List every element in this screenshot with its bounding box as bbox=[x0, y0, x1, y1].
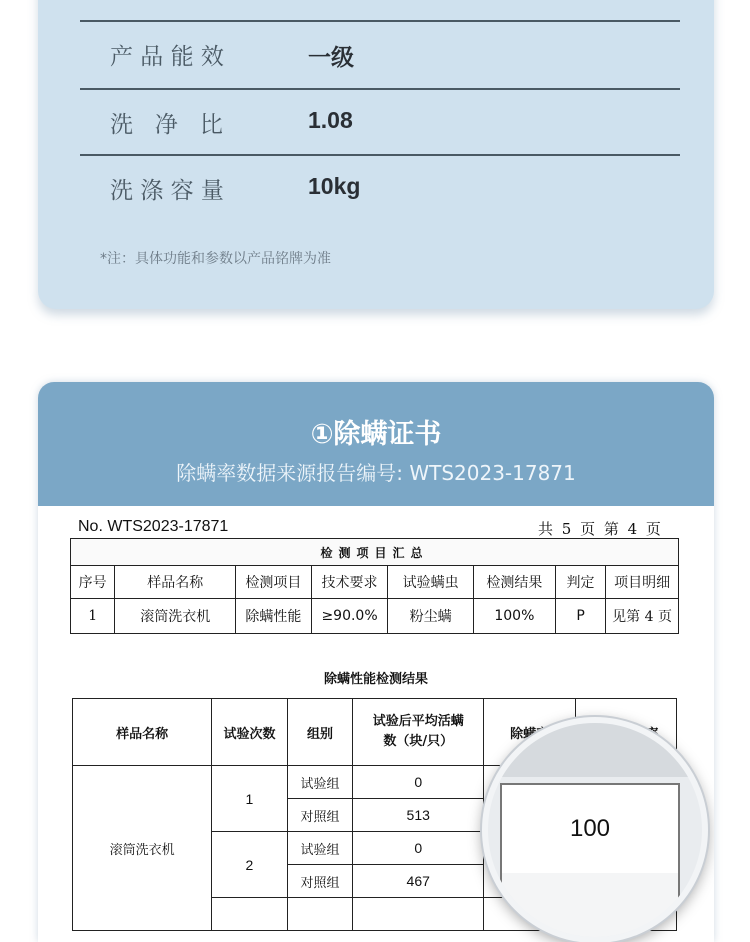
column-header: 序号 bbox=[71, 566, 115, 599]
table-cell: 滚筒洗衣机 bbox=[115, 599, 236, 634]
column-header: 样品名称 bbox=[73, 699, 212, 766]
certificate-title: ①除螨证书 bbox=[310, 419, 442, 450]
spec-label: 洗 净 比 bbox=[110, 112, 223, 138]
table-cell bbox=[353, 898, 484, 931]
spec-row-efficiency bbox=[80, 22, 680, 88]
trial-number-cell: 2 bbox=[212, 832, 287, 898]
trial-number-cell: 1 bbox=[212, 766, 287, 832]
magnified-header-band bbox=[488, 723, 708, 777]
column-header: 技术要求 bbox=[311, 566, 388, 599]
spec-value: 1.08 bbox=[308, 107, 353, 133]
magnified-cell-below bbox=[500, 873, 680, 942]
report-number: No. WTS2023-17871 bbox=[78, 518, 229, 535]
column-header: 试验次数 bbox=[212, 699, 287, 766]
group-cell: 试验组 bbox=[287, 766, 353, 799]
spec-label: 产 品 能 效 bbox=[110, 44, 224, 70]
table-cell: ≥90.0% bbox=[311, 599, 388, 634]
table-row bbox=[71, 599, 679, 634]
magnified-cell bbox=[500, 783, 680, 875]
spec-label: 洗 涤 容 量 bbox=[110, 178, 224, 204]
group-cell: 对照组 bbox=[287, 865, 353, 898]
certificate-header bbox=[38, 382, 714, 506]
group-cell: 试验组 bbox=[287, 832, 353, 865]
table-cell: 1 bbox=[71, 599, 115, 634]
spec-row-wash-ratio bbox=[80, 90, 680, 156]
magnifier-lens bbox=[482, 717, 708, 942]
column-header: 试验后平均活螨数（块/只） bbox=[353, 699, 484, 766]
sample-name-cell: 滚筒洗衣机 bbox=[73, 766, 212, 931]
count-cell: 0 bbox=[353, 766, 484, 799]
magnified-value: 100 bbox=[569, 815, 611, 842]
page-info: 共 5 页 第 4 页 bbox=[538, 520, 661, 538]
count-cell: 513 bbox=[353, 799, 484, 832]
table-caption: 检测项目汇总 bbox=[71, 539, 679, 566]
spec-value: 一级 bbox=[308, 44, 354, 70]
count-cell: 467 bbox=[353, 865, 484, 898]
table-caption-row bbox=[71, 539, 679, 566]
column-header: 检测项目 bbox=[236, 566, 312, 599]
table-cell: 除螨性能 bbox=[236, 599, 312, 634]
table-cell: 见第 4 页 bbox=[606, 599, 679, 634]
certificate-subtitle: 除螨率数据来源报告编号: WTS2023-17871 bbox=[176, 461, 576, 485]
spec-row-capacity bbox=[80, 156, 680, 222]
table-header-row bbox=[71, 566, 679, 599]
column-header: 组别 bbox=[287, 699, 353, 766]
column-header: 检测结果 bbox=[473, 566, 555, 599]
detail-table-title: 除螨性能检测结果 bbox=[323, 672, 428, 687]
spec-note: *注：具体功能和参数以产品铭牌为准 bbox=[100, 251, 331, 267]
table-cell: P bbox=[555, 599, 605, 634]
spec-card bbox=[38, 0, 714, 309]
count-cell: 0 bbox=[353, 832, 484, 865]
column-header: 样品名称 bbox=[115, 566, 236, 599]
table-cell bbox=[287, 898, 353, 931]
column-header: 项目明细 bbox=[606, 566, 679, 599]
table-cell: 100% bbox=[473, 599, 555, 634]
certificate-card bbox=[38, 382, 714, 942]
table-cell: 粉尘螨 bbox=[388, 599, 473, 634]
group-cell: 对照组 bbox=[287, 799, 353, 832]
column-header: 试验螨虫 bbox=[388, 566, 473, 599]
spec-value: 10kg bbox=[308, 173, 361, 199]
summary-table bbox=[70, 538, 679, 634]
column-header: 判定 bbox=[555, 566, 605, 599]
table-cell bbox=[212, 898, 287, 931]
